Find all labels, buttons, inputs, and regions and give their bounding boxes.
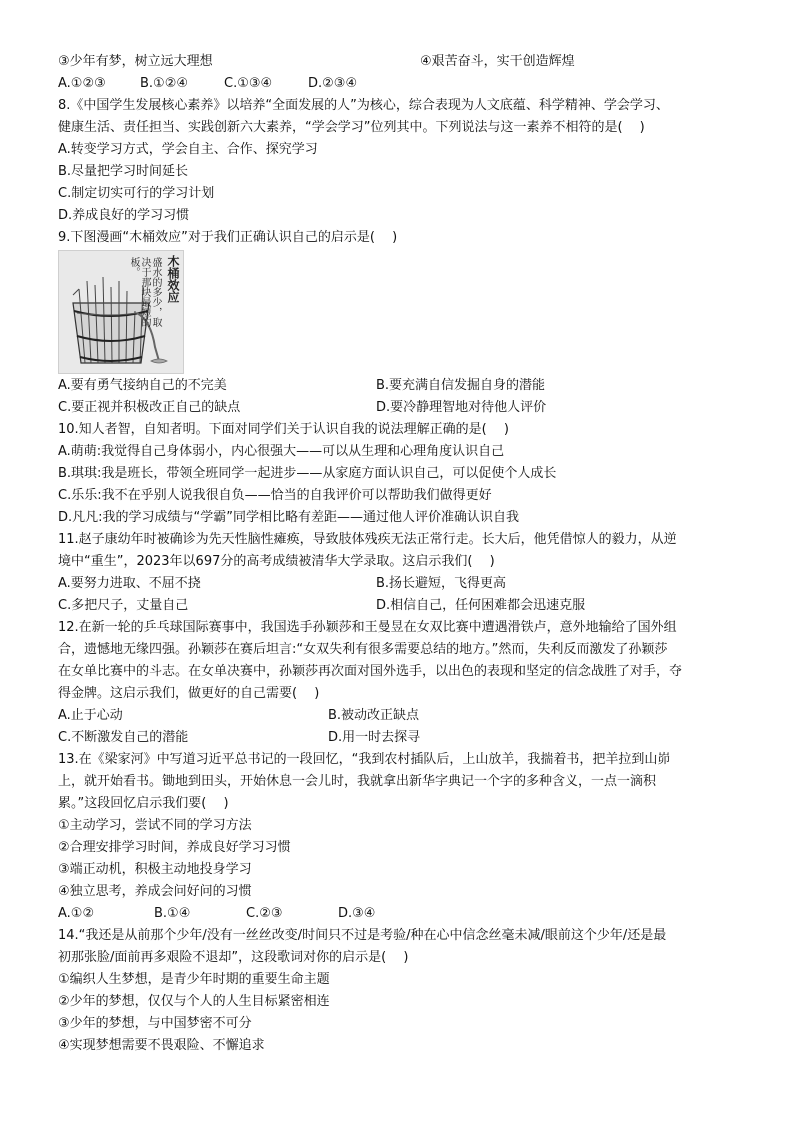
q13-choice-c: C.②③	[246, 906, 283, 921]
q11-option-b: B.扬长避短，飞得更高	[376, 576, 507, 591]
q9-option-c: C.要正视并积极改正自己的缺点	[58, 400, 241, 415]
q13-stem-line2: 上，就开始看书。锄地到田头，开始休息一会儿时，我就拿出新华字典记一个字的多种含义，一点一滴积	[58, 774, 657, 789]
q13-stem-line1: 13.在《梁家河》中写道习近平总书记的一段回忆，“我到农村插队后，上山放羊，我揣着书，把羊拉到山峁	[58, 752, 671, 767]
q14-stem-line1: 14.“我还是从前那个少年/没有一丝丝改变/时间只不过是考验/种在心中信念丝毫未减/眼前这个少年/还是最	[58, 928, 667, 943]
q14-statement-2: ②少年的梦想，仅仅与个人的人生目标紧密相连	[58, 994, 330, 1009]
q12-stem-line4: 得金牌。这启示我们，做更好的自己需要( )	[58, 686, 320, 701]
q8-option-c: C.制定切实可行的学习计划	[58, 186, 215, 201]
q13-choice-d: D.③④	[338, 906, 376, 921]
q13-statement-4: ④独立思考，养成会问好问的习惯	[58, 884, 252, 899]
q8-option-b: B.尽量把学习时间延长	[58, 164, 189, 179]
q7-option-3: ③少年有梦，树立远大理想	[58, 54, 213, 69]
q14-statement-3: ③少年的梦想，与中国梦密不可分	[58, 1016, 252, 1031]
q9-option-d: D.要冷静理智地对待他人评价	[376, 400, 547, 415]
q8-stem-line2: 健康生活、责任担当、实践创新六大素养，“学会学习”位列其中。下列说法与这一素养不相符的是( )	[58, 120, 645, 135]
q8-option-a: A.转变学习方式，学会自主、合作、探究学习	[58, 142, 318, 157]
q8-option-d: D.养成良好的学习习惯	[58, 208, 190, 223]
cartoon-title: 木桶效应	[166, 255, 180, 303]
q10-option-a: A.萌萌:我觉得自己身体弱小，内心很强大——可以从生理和心理角度认识自己	[58, 444, 505, 459]
q14-statement-1: ①编织人生梦想，是青少年时期的重要生命主题	[58, 972, 330, 987]
q13-stem-line3: 累。”这段回忆启示我们要( )	[58, 796, 229, 811]
q11-option-c: C.多把尺子，丈量自己	[58, 598, 189, 613]
q12-option-c: C.不断激发自己的潜能	[58, 730, 189, 745]
q7-choice-a: A.①②③	[58, 76, 106, 91]
q12-stem-line1: 12.在新一轮的乒乓球国际赛事中，我国选手孙颖莎和王曼昱在女双比赛中遭遇滑铁卢，意外地输给了国外组	[58, 620, 677, 635]
q10-option-b: B.琪琪:我是班长，带领全班同学一起进步——从家庭方面认识自己，可以促使个人成长	[58, 466, 557, 481]
q12-stem-line2: 合，遗憾地无缘四强。孙颖莎在赛后坦言:“女双失利有很多需要总结的地方。”然而，失利反而激发了孙颖莎	[58, 642, 668, 657]
q7-option-4: ④艰苦奋斗，实干创造辉煌	[420, 54, 575, 69]
q9-stem: 9.下图漫画“木桶效应”对于我们正确认识自己的启示是( )	[58, 230, 398, 245]
q7-choice-c: C.①③④	[224, 76, 273, 91]
barrel-drawing	[59, 251, 183, 373]
q13-statement-3: ③端正动机，积极主动地投身学习	[58, 862, 252, 877]
q12-option-b: B.被动改正缺点	[328, 708, 420, 723]
q12-stem-line3: 在女单比赛中的斗志。在女单决赛中，孙颖莎再次面对国外选手，以出色的表现和坚定的信念战胜了对手，夺	[58, 664, 683, 679]
q11-stem-line1: 11.赵子康幼年时被确诊为先天性脑性瘫痪，导致肢体残疾无法正常行走。长大后，他凭借惊人的毅力，从逆	[58, 532, 677, 547]
q12-option-a: A.止于心动	[58, 708, 123, 723]
q9-option-a: A.要有勇气接纳自己的不完美	[58, 378, 227, 393]
q10-option-c: C.乐乐:我不在乎别人说我很自负——恰当的自我评价可以帮助我们做得更好	[58, 488, 492, 503]
q8-stem-line1: 8.《中国学生发展核心素养》以培养“全面发展的人”为核心，综合表现为人文底蕴、科学精神、学会学习、	[58, 98, 669, 113]
q13-statement-2: ②合理安排学习时间，养成良好学习习惯	[58, 840, 291, 855]
q11-option-a: A.要努力进取、不屈不挠	[58, 576, 201, 591]
q7-choice-b: B.①②④	[140, 76, 189, 91]
barrel-effect-cartoon	[58, 250, 184, 374]
cartoon-caption: 盛水的多少，取决于那块最短的板。	[128, 257, 161, 327]
q13-statement-1: ①主动学习，尝试不同的学习方法	[58, 818, 252, 833]
q14-stem-line2: 初那张脸/面前再多艰险不退却”，这段歌词对你的启示是( )	[58, 950, 409, 965]
q13-choice-a: A.①②	[58, 906, 95, 921]
q11-option-d: D.相信自己，任何困难都会迅速克服	[376, 598, 586, 613]
q13-choice-b: B.①④	[154, 906, 191, 921]
q9-option-b: B.要充满自信发掘自身的潜能	[376, 378, 546, 393]
q7-choice-d: D.②③④	[308, 76, 358, 91]
q10-stem: 10.知人者智，自知者明。下面对同学们关于认识自我的说法理解正确的是( )	[58, 422, 509, 437]
q11-stem-line2: 境中“重生”，2023年以697分的高考成绩被清华大学录取。这启示我们( )	[58, 554, 495, 569]
q12-option-d: D.用一时去探寻	[328, 730, 421, 745]
q10-option-d: D.凡凡:我的学习成绩与“学霸”同学相比略有差距——通过他人评价准确认识自我	[58, 510, 519, 525]
q14-statement-4: ④实现梦想需要不畏艰险、不懈追求	[58, 1038, 265, 1053]
